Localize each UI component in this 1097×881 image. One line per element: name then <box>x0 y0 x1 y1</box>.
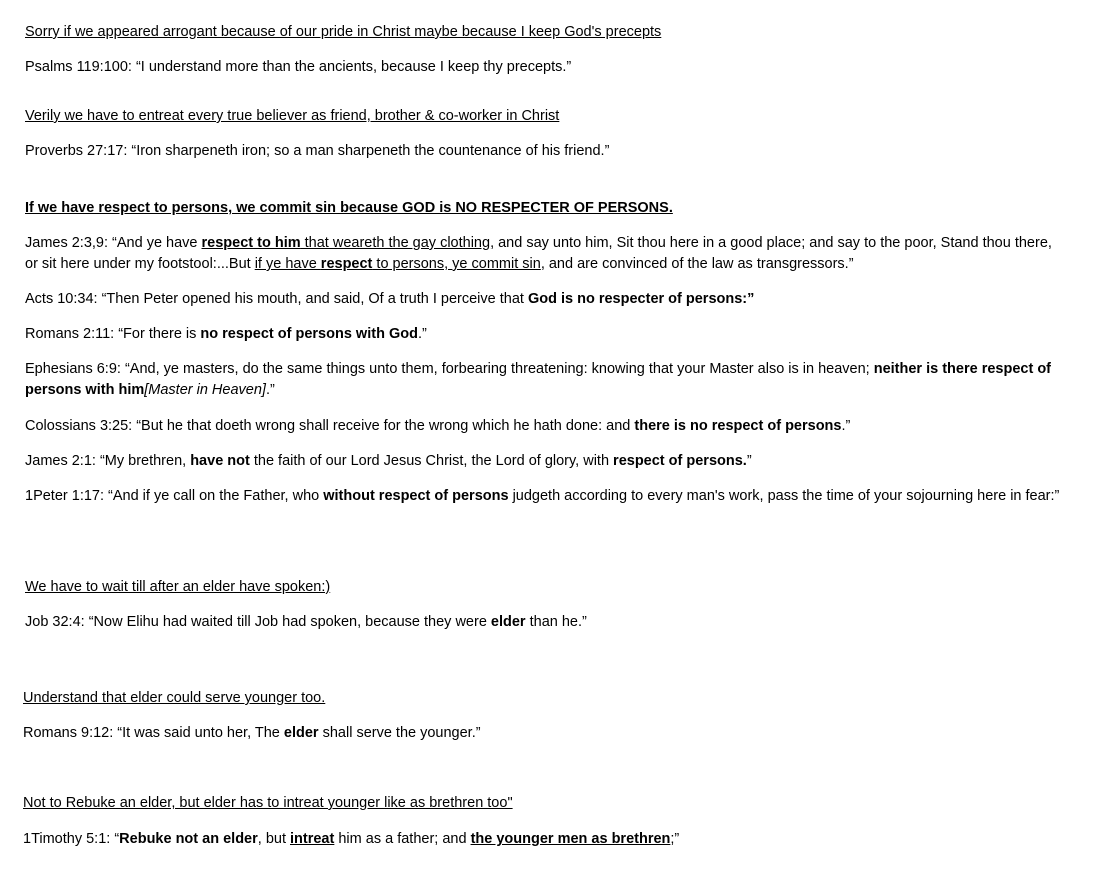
verse-text: .” <box>265 382 275 398</box>
verse <box>25 233 1065 275</box>
verse-text: “And, ye masters, do the same things unto them, forbearing threatening: knowing that your Master also is in heaven; <box>120 361 874 377</box>
verse-text: to persons, ye commit sin <box>372 256 541 272</box>
verse-text: shall serve the younger.” <box>318 725 481 741</box>
verse-text: “For there is <box>114 326 201 342</box>
verse <box>25 289 1065 310</box>
section-heading: If we have respect to persons, we commit sin because GOD is NO RESPECTER OF PERSONS. <box>25 200 673 216</box>
verse-reference: Colossians 3:25: <box>25 418 133 434</box>
verse-reference: James 2:3,9: <box>25 235 109 251</box>
verse-text: the faith of our Lord Jesus Christ, the Lord of glory, with <box>249 453 614 469</box>
verse-text: “And if ye call on the Father, who <box>104 488 324 504</box>
verse-text: ” <box>746 453 752 469</box>
verse-text: intreat <box>290 831 335 847</box>
verse-text: him as a father; and <box>334 831 471 847</box>
verse-text: , and are convinced of the law as transgressors.” <box>540 256 854 272</box>
section-heading: Not to Rebuke an elder, but elder has to intreat younger like as brethren too" <box>23 795 513 811</box>
verse-reference: 1Peter 1:17: <box>25 488 104 504</box>
section-heading: Sorry if we appeared arrogant because of our pride in Christ maybe because I keep God's precepts <box>25 24 662 40</box>
verse-text: judgeth according to every man's work, pass the time of your sojourning here in fear:” <box>508 488 1060 504</box>
verse-text: the younger men as brethren <box>470 831 671 847</box>
section-heading: Understand that elder could serve younger too. <box>23 690 326 706</box>
section-heading: We have to wait till after an elder have spoken:) <box>25 579 331 595</box>
verse-reference: Psalms 119:100: <box>25 59 132 75</box>
verse-reference: Romans 9:12: <box>23 725 114 741</box>
verse-text: ;” <box>670 831 680 847</box>
verse-text: “Iron sharpeneth iron; so a man sharpeneth the countenance of his friend.” <box>127 143 610 159</box>
verse-text: “I understand more than the ancients, because I keep thy precepts.” <box>131 59 572 75</box>
verse-text: that weareth the gay clothing <box>300 235 491 251</box>
verse-reference: James 2:1: <box>25 453 96 469</box>
verse-text: “And ye have <box>108 235 202 251</box>
verse-text: respect of persons. <box>613 453 747 469</box>
verse-text: , and say unto him, Sit thou here in a good place; and say to the poor, Stand thou there, or sit here under my footstool:...But <box>25 235 1052 272</box>
verse-text: Rebuke not an elder <box>119 831 258 847</box>
verse <box>25 324 1065 345</box>
verse <box>25 451 1065 472</box>
verse <box>25 486 1065 507</box>
verse <box>25 612 1065 633</box>
verse-text: respect <box>320 256 373 272</box>
verse-text: elder <box>490 614 526 630</box>
verse-text: “Then Peter opened his mouth, and said, Of a truth I perceive that <box>97 291 528 307</box>
verse-text: “ <box>110 831 120 847</box>
verse-text: without respect of persons <box>323 488 509 504</box>
verse-text: there is no respect of persons <box>634 418 842 434</box>
verse <box>25 416 1065 437</box>
verse-reference: Acts 10:34: <box>25 291 98 307</box>
verse-text: God is no respecter of persons:” <box>527 291 755 307</box>
verse-text: respect to him <box>201 235 301 251</box>
verse-text: “It was said unto her, The <box>113 725 284 741</box>
verse <box>25 141 1065 162</box>
verse-text: no respect of persons with God <box>200 326 418 342</box>
verse <box>23 723 1063 744</box>
verse-reference: Job 32:4: <box>25 614 85 630</box>
verse-text: [Master in Heaven] <box>144 382 266 398</box>
verse-reference: Ephesians 6:9: <box>25 361 121 377</box>
verse-reference: 1Timothy 5:1: <box>23 831 111 847</box>
verse-text: , but <box>257 831 291 847</box>
verse-text: .” <box>417 326 427 342</box>
verse-text: than he.” <box>525 614 587 630</box>
verse-reference: Romans 2:11: <box>25 326 115 342</box>
verse-text: “My brethren, <box>95 453 191 469</box>
verse-reference: Proverbs 27:17: <box>25 143 128 159</box>
verse-text: elder <box>283 725 319 741</box>
verse <box>25 359 1065 401</box>
verse-text: neither is there respect of persons with him <box>25 361 1052 398</box>
verse-text: have not <box>190 453 250 469</box>
verse-text: if ye have <box>254 256 321 272</box>
verse <box>25 57 1065 78</box>
verse-text: .” <box>841 418 851 434</box>
section-heading: Verily we have to entreat every true believer as friend, brother & co-worker in Christ <box>25 108 560 124</box>
verse-text: “Now Elihu had waited till Job had spoken, because they were <box>84 614 491 630</box>
verse <box>23 829 1063 850</box>
verse-text: “But he that doeth wrong shall receive for the wrong which he hath done: and <box>132 418 635 434</box>
